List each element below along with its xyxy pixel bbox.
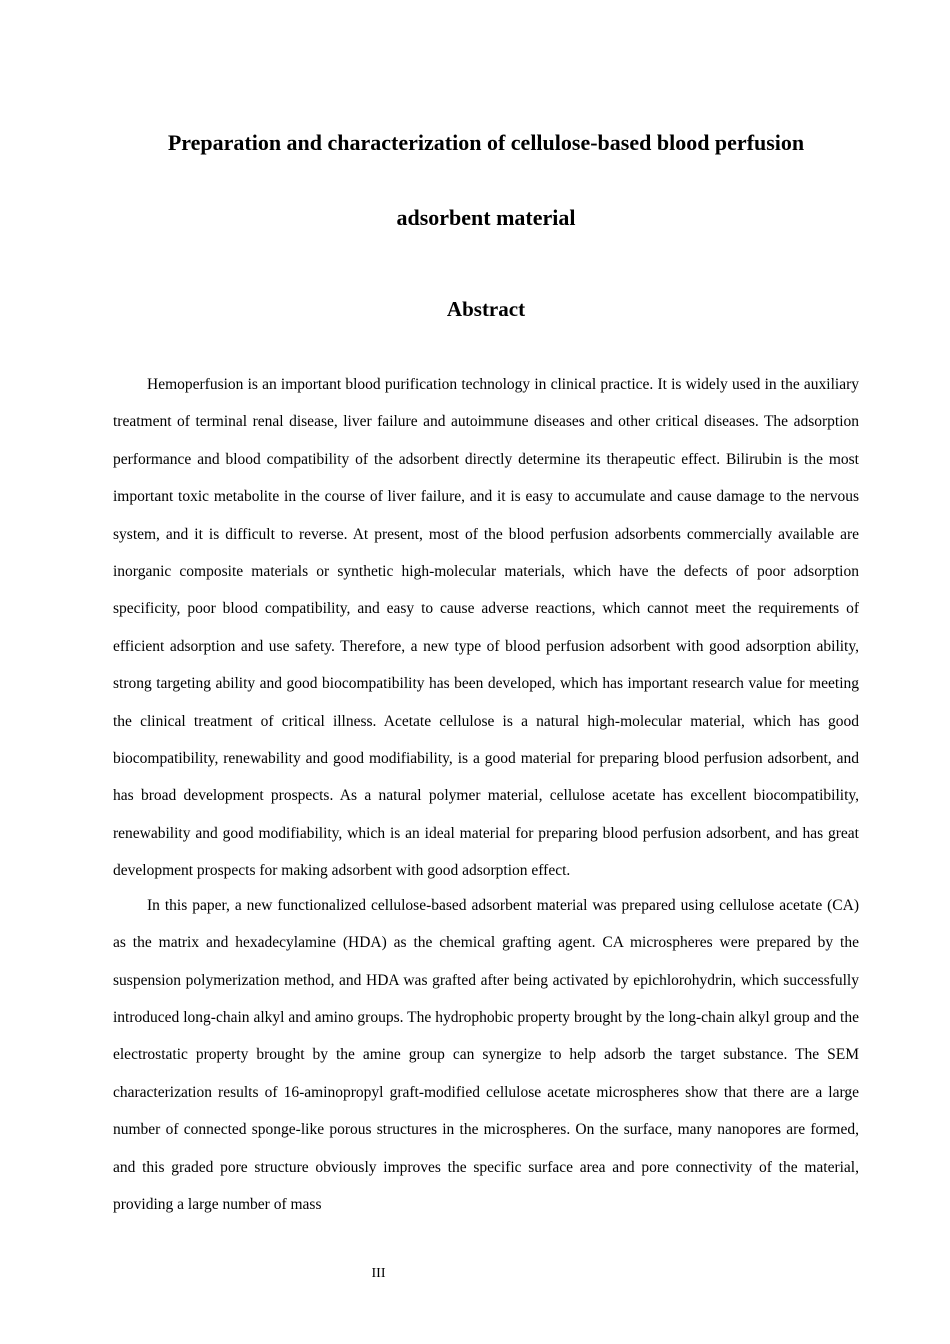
page-number: III bbox=[371, 1266, 386, 1281]
abstract-heading: Abstract bbox=[446, 297, 526, 321]
abstract-body bbox=[113, 366, 859, 1223]
abstract-paragraph-2: In this paper, a new functionalized cellulose-based adsorbent material was prepared using cellulose acetate (CA) as the matrix and hexadecylamine (HDA) as the chemical grafting agent. CA microspheres were prepared by the suspension polymerization method, and HDA was grafted after being activated by epichlorohydrin, which successfully introduced long-chain alkyl and amino groups. The hydrophobic property brought by the long-chain alkyl group and the electrostatic property brought by the amine group can synergize to help adsorb the target substance. The SEM characterization results of 16-aminopropyl graft-modified cellulose acetate microspheres show that there are a large number of connected sponge-like porous structures in the microspheres. On the surface, many nanopores are formed, and this graded pore structure obviously improves the specific surface area and pore connectivity of the material, providing a large number of mass bbox=[113, 896, 859, 1213]
paper-title-line-2: adsorbent material bbox=[396, 205, 576, 230]
abstract-paragraph-1: Hemoperfusion is an important blood purification technology in clinical practice. It is widely used in the auxiliary treatment of terminal renal disease, liver failure and autoimmune diseases and other critical diseases. The adsorption performance and blood compatibility of the adsorbent directly determine its therapeutic effect. Bilirubin is the most important toxic metabolite in the course of liver failure, and it is easy to accumulate and cause damage to the nervous system, and it is difficult to reverse. At present, most of the blood perfusion adsorbents commercially available are inorganic composite materials or synthetic high-molecular materials, which have the defects of poor adsorption specificity, poor blood compatibility, and easy to cause adverse reactions, which cannot meet the requirements of efficient adsorption and use safety. Therefore, a new type of blood perfusion adsorbent with good adsorption ability, strong targeting ability and good biocompatibility has been developed, which has important research value for meeting the clinical treatment of critical illness. Acetate cellulose is a natural high-molecular material, which has good biocompatibility, renewability and good modifiability, is a good material for preparing blood perfusion adsorbent, and has broad development prospects. As a natural polymer material, cellulose acetate has excellent biocompatibility, renewability and good modifiability, which is an ideal material for preparing blood perfusion adsorbent, and has great development prospects for making adsorbent with good adsorption effect. bbox=[113, 376, 859, 880]
paper-title-line-1: Preparation and characterization of cellulose-based blood perfusion bbox=[167, 130, 805, 155]
